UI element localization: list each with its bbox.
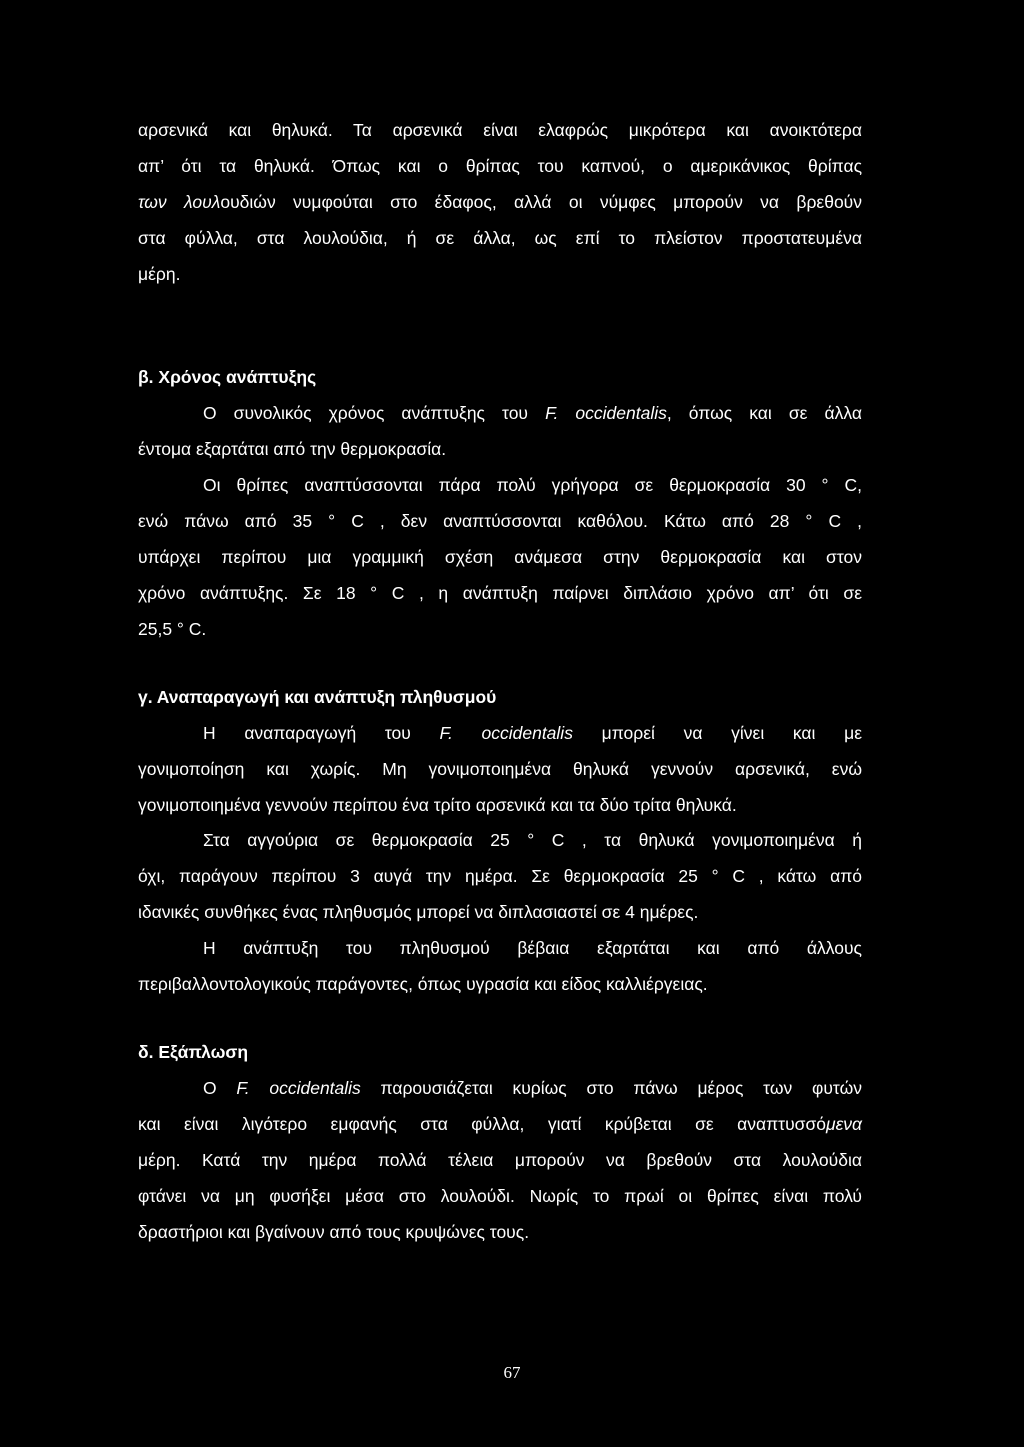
- text-line: έντομα εξαρτάται από την θερμοκρασία.: [138, 439, 447, 459]
- text-line: στα φύλλα, στα λουλούδια, ή σε άλλα, ως επί το πλείστον προστατευμένα: [138, 228, 862, 248]
- italic-text: F. occidentalis: [439, 723, 573, 743]
- text-line: χρόνο ανάπτυξης. Σε 18 ° C , η ανάπτυξη παίρνει διπλάσιο χρόνο απ’ ότι σε: [138, 583, 862, 603]
- text-line: αρσενικά και θηλυκά. Τα αρσενικά είναι ελαφρώς μικρότερα και ανοικτότερα: [138, 120, 862, 140]
- text-line: απ’ ότι τα θηλυκά. Όπως και ο θρίπας του καπνού, ο αμερικάνικος θρίπας: [138, 156, 862, 176]
- text-line: μέρη.: [138, 264, 181, 284]
- italic-text: F. occidentalis: [545, 403, 667, 423]
- text-line: 25,5 ° C.: [138, 619, 207, 639]
- text-line: όχι, παράγουν περίπου 3 αυγά την ημέρα. Σε θερμοκρασία 25 ° C , κάτω από: [138, 866, 862, 886]
- text-line: φτάνει να μη φυσήξει μέσα στο λουλούδι. Νωρίς το πρωί οι θρίπες είναι πολύ: [138, 1186, 862, 1206]
- text-line: γονιμοποίηση και χωρίς. Μη γονιμοποιημένα θηλυκά γεννούν αρσενικά, ενώ: [138, 759, 862, 779]
- text-line: Η αναπαραγωγή του F. occidentalis μπορεί να γίνει και με: [203, 723, 862, 743]
- italic-text: μενα: [825, 1114, 862, 1134]
- italic-text: F. occidentalis: [236, 1078, 361, 1098]
- text-line: Ο F. occidentalis παρουσιάζεται κυρίως στο πάνω μέρος των φυτών: [203, 1078, 862, 1098]
- page-number: 67: [503, 1363, 521, 1382]
- text-line: γονιμοποιημένα γεννούν περίπου ένα τρίτο αρσενικά και τα δύο τρίτα θηλυκά.: [138, 795, 737, 815]
- text-line: υπάρχει περίπου μια γραμμική σχέση ανάμεσα στην θερμοκρασία και στον: [138, 547, 862, 567]
- text-line: ιδανικές συνθήκες ένας πληθυσμός μπορεί να διπλασιαστεί σε 4 ημέρες.: [138, 902, 699, 922]
- text-line: Οι θρίπες αναπτύσσονται πάρα πολύ γρήγορα σε θερμοκρασία 30 ° C,: [203, 475, 862, 495]
- text-line: ενώ πάνω από 35 ° C , δεν αναπτύσσονται καθόλου. Κάτω από 28 ° C ,: [138, 511, 862, 531]
- text-line: Ο συνολικός χρόνος ανάπτυξης του F. occidentalis, όπως και σε άλλα: [203, 403, 862, 423]
- text-line: Η ανάπτυξη του πληθυσμού βέβαια εξαρτάται και από άλλους: [203, 938, 862, 958]
- text-line: μέρη. Κατά την ημέρα πολλά τέλεια μπορούν να βρεθούν στα λουλούδια: [138, 1150, 862, 1170]
- italic-text: των λουλ: [138, 192, 221, 212]
- text-line: των λουλουδιών νυμφούται στο έδαφος, αλλά οι νύμφες μπορούν να βρεθούν: [138, 192, 862, 212]
- text-line: δραστήριοι και βγαίνουν από τους κρυψώνες τους.: [138, 1222, 530, 1242]
- section-heading: δ. Εξάπλωση: [138, 1042, 249, 1062]
- text-line: περιβαλλοντολογικούς παράγοντες, όπως υγρασία και είδος καλλιέργειας.: [138, 974, 708, 994]
- section-heading: γ. Αναπαραγωγή και ανάπτυξη πληθυσμού: [138, 687, 497, 707]
- text-line: και είναι λιγότερο εμφανής στα φύλλα, γιατί κρύβεται σε αναπτυσσόμενα: [138, 1114, 862, 1134]
- section-heading: β. Χρόνος ανάπτυξης: [138, 367, 317, 387]
- text-line: Στα αγγούρια σε θερμοκρασία 25 ° C , τα θηλυκά γονιμοποιημένα ή: [203, 830, 862, 850]
